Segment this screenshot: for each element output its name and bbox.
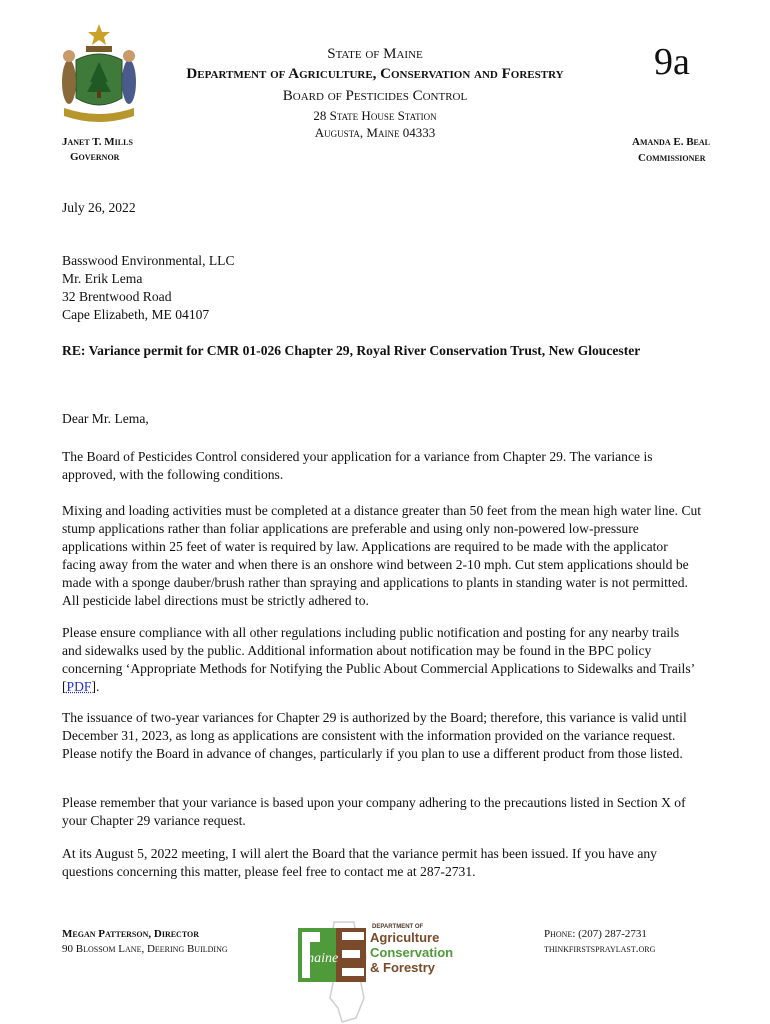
commissioner-title: Commissioner [638,152,706,164]
phone-number: Phone: (207) 287-2731 [544,928,647,940]
state-name: State of Maine [327,46,423,62]
letter-date: July 26, 2022 [62,200,136,215]
department-name: Department of Agriculture, Conservation and Forestry [186,66,564,82]
logo-word2: Conservation [370,945,454,960]
recipient-line4: Cape Elizabeth, ME 04107 [62,307,210,322]
website[interactable]: thinkfirstspraylast.org [544,943,656,955]
recipient-address [62,252,235,324]
paragraph-4: The issuance of two-year variances for Chapter 29 is authorized by the Board; therefore, this variance is valid until December 31, 2023, as long as applications are consistent with the information provided on the variance request. Please notify the Board in advance of changes, particularly if you plan to use a different product from those listed. [62,710,687,761]
document-number: 9a [654,41,690,83]
address-line2: Augusta, Maine 04333 [314,125,436,140]
paragraph-6: At its August 5, 2022 meeting, I will alert the Board that the variance permit has been issued. If you have any questions concerning this matter, please feel free to contact me at 287-2731. [62,846,657,879]
logo-maine: maine [304,951,339,966]
pdf-link[interactable]: PDF [66,679,92,694]
director-name: Megan Patterson, Director [62,928,200,940]
governor-name: Janet T. Mills [62,136,133,148]
governor-title: Governor [70,151,120,163]
department-logo-icon [294,918,474,1024]
paragraph-2: Mixing and loading activities must be completed at a distance greater than 50 feet from the mean high water line. Cut stump applications rather than foliar applications are preferable and using only non-powered low-pressure applications within 25 feet of water is required by law. Applications are required to be made with the applicator facing away from the water and when there is an onshore wind between 2-10 mph. Cut stem applications should be made with a sponge dauber/brush rather than spraying and applications to plants in standing water is not permitted. All pesticide label directions must be strictly adhered to. [62,503,702,608]
subject-line: RE: Variance permit for CMR 01-026 Chapter 29, Royal River Conservation Trust, New Gloucester [62,343,641,358]
salutation: Dear Mr. Lema, [62,411,149,426]
director-address: 90 Blossom Lane, Deering Building [62,943,228,955]
logo-word1: Agriculture [370,930,440,945]
paragraph-3-text: Please ensure compliance with all other regulations including public notification and posting for any nearby trails and sidewalks used by the public. Additional information about notification may be found in the BPC policy concerning ‘Appropriate Methods for Notifying the Public About Commercial Applications to Sidewalks and Trails’ [ [62,625,695,694]
board-name: Board of Pesticides Control [282,88,468,104]
paragraph-3-end: ]. [91,679,100,694]
address-line1: 28 State House Station [313,108,437,123]
logo-word3: & Forestry [370,960,436,975]
recipient-line3: 32 Brentwood Road [62,289,172,304]
paragraph-5: Please remember that your variance is based upon your company adhering to the precautions listed in Section X of your Chapter 29 variance request. [62,795,686,828]
logo-dept-of: DEPARTMENT OF [372,924,424,930]
paragraph-3 [62,624,702,696]
commissioner-name: Amanda E. Beal [632,136,710,148]
paragraph-1: The Board of Pesticides Control considered your application for a variance from Chapter 29. The variance is approved, with the following conditions. [62,449,653,482]
recipient-line2: Mr. Erik Lema [62,271,143,286]
recipient-line1: Basswood Environmental, LLC [62,253,235,268]
